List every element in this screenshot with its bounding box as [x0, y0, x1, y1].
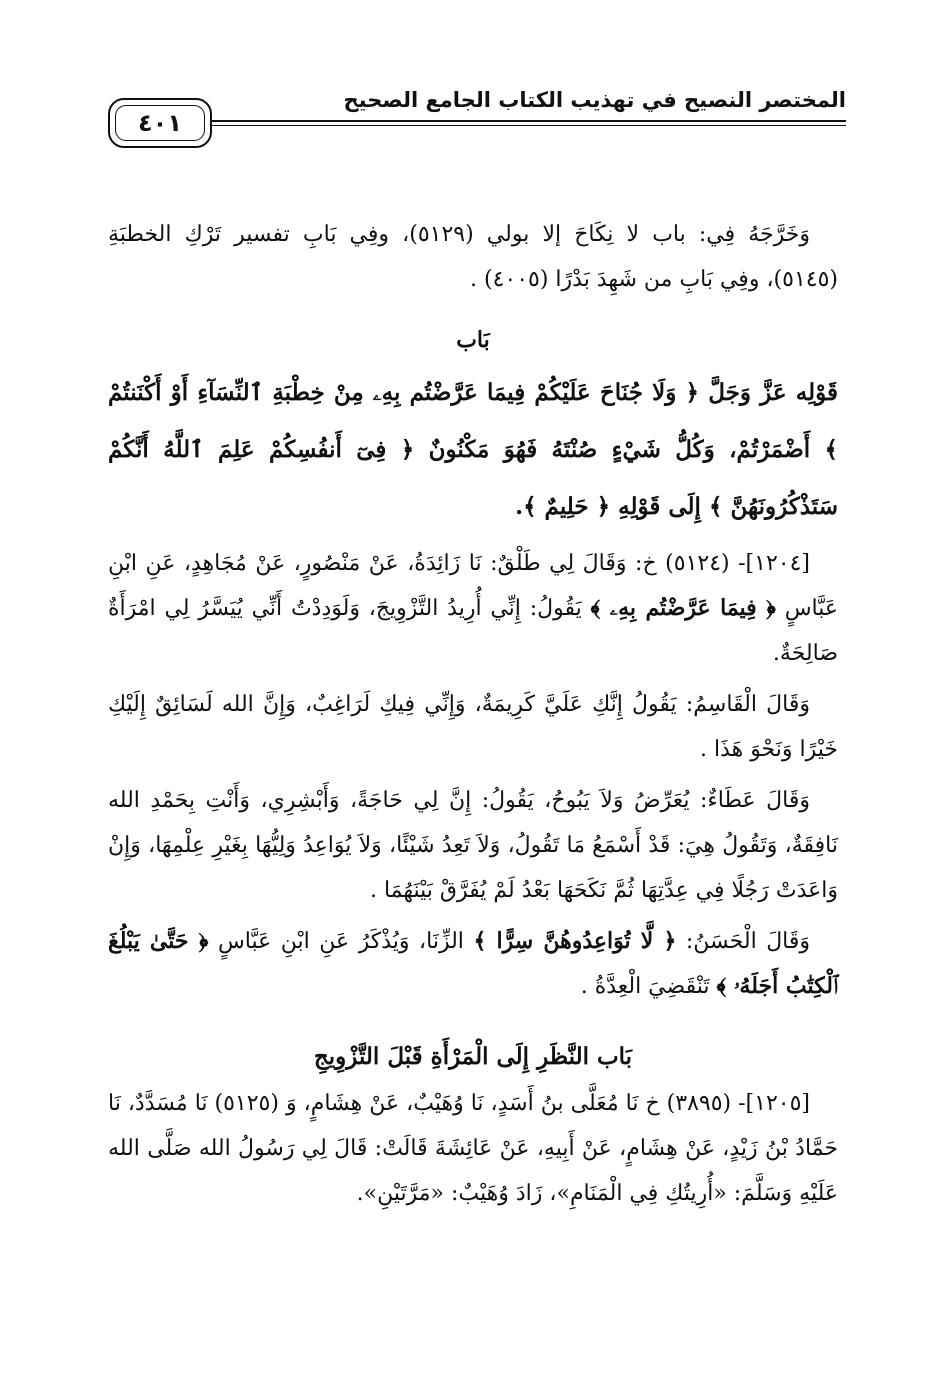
hadith-ref-1205: [١٢٠٥]- (٣٨٩٥) خ	[645, 1091, 810, 1116]
hadith-1205-text: نَا مُعَلَّى بنُ أَسَدٍ، نَا وُهَيْبٌ، عَنْ هِشَامٍ، وَ (٥١٢٥) نَا مُسَدَّدٌ، نَا حَمَّادُ بْنُ زَيْدٍ، عَنْ هِشَامٍ، عَنْ أَبِيهِ، عَنْ عَائِشَةَ قَالَتْ: قَالَ لِي رَسُولُ الله صَلَّى الله عَلَيْهِ وَسَلَّمَ: «أُرِيتُكِ فِي الْمَنَامِ»، زَادَ وُهَيْبٌ: «مَرَّتَيْنِ».	[108, 1091, 838, 1206]
paragraph-1: وَخَرَّجَهُ فِي: باب لا نِكَاحَ إلا بولي (٥١٢٩)، وفِي بَابِ تفسير تَرْكِ الخطبَةِ (٥١٤٥)، وفِي بَابِ من شَهِدَ بَدْرًا (٤٠٠٥) .	[108, 222, 838, 292]
quran-verse-3: ﴿ حَلِيمٌ ﴾	[523, 493, 611, 520]
paragraph-hasan-verse-1: ﴿ لَّا تُوَاعِدُوهُنَّ سِرًّا ﴾	[473, 928, 677, 954]
hadith-1204-text-b: يَقُولُ: إِنِّي أُرِيدُ التَّزْوِيجَ، وَلَوَدِدْتُ أَنِّي يُيَسَّرُ لِي امْرَأَةٌ صَالِحَةٌ.	[108, 596, 838, 666]
hadith-1204-verse: ﴿ فِيمَا عَرَّضْتُم بِهِۦ ﴾	[590, 595, 776, 621]
page-number: ٤٠١	[138, 109, 182, 137]
paragraph-hasan-b: الزِّنَا، وَيُذْكَرُ عَنِ ابْنِ عَبَّاسٍ	[217, 929, 464, 954]
paragraph-hasan-a: وَقَالَ الْحَسَنُ:	[685, 929, 811, 954]
hadith-ref-1204: [١٢٠٤]- (٥١٢٤) خ:	[635, 551, 810, 576]
hadith-1204-text-a: وَقَالَ لِي طَلْقٌ: نَا زَائِدَةُ، عَنْ مَنْصُورٍ، عَنْ مُجَاهِدٍ، عَنِ ابْنِ عَبَّاسٍ	[108, 551, 839, 621]
page-number-box	[108, 98, 212, 148]
paragraph-qasim: وَقَالَ الْقَاسِمُ: يَقُولُ إِنَّكِ عَلَيَّ كَرِيمَةٌ، وَإِنِّي فِيكِ لَرَاغِبٌ، وَإِنَّ الله لَسَائِقٌ إِلَيْكِ خَيْرًا وَنَحْوَ هَذَا .	[108, 692, 838, 762]
chapter-heading-2: بَاب النَّظَرِ إِلَى الْمَرْأَةِ قَبْلَ التَّزْوِيجِ	[313, 1043, 633, 1070]
running-title: المختصر النصيح في تهذيب الكتاب الجامع الصحيح	[343, 88, 846, 112]
chapter-heading-1: بَاب	[456, 327, 490, 353]
hadith-1204	[108, 541, 838, 676]
verse-gloss: أَضْمَرْتُمْ، وَكُلُّ شَيْءٍ صُنْتَهُ فَهُوَ مَكْنُونٌ	[428, 436, 811, 463]
paragraph-hasan-verse-2: ﴿ حَتَّىٰ يَبْلُغَ ٱلْكِتَٰبُ أَجَلَهُۥ ﴾	[108, 928, 838, 999]
paragraph-hasan-c: تَنْقَضِيَ الْعِدَّةُ .	[580, 974, 710, 999]
page-body	[108, 212, 838, 1222]
paragraph-hasan	[108, 919, 838, 1009]
hadith-1205	[108, 1081, 838, 1216]
header-rule-thin	[212, 125, 846, 126]
header-rule	[212, 120, 846, 122]
page-header	[108, 80, 846, 160]
verse-paragraph	[108, 364, 838, 535]
paragraph-ata: وَقَالَ عَطَاءٌ: يُعَرِّضُ وَلاَ يَبُوحُ، يَقُولُ: إِنَّ لِي حَاجَةً، وَأَبْشِرِي، وَأَنْتِ بِحَمْدِ الله نَافِقَةٌ، وَتَقُولُ هِيَ: قَدْ أَسْمَعُ مَا تَقُولُ، وَلاَ تَعِدُ شَيْئًا، وَلاَ يُوَاعِدُ وَلِيُّهَا بِغَيْرِ عِلْمِهَا، وَإِنْ وَاعَدَتْ رَجُلًا فِي عِدَّتِهَا ثُمَّ نَكَحَهَا بَعْدُ لَمْ يُفَرَّقْ بَيْنَهُمَا .	[108, 788, 838, 903]
quran-verse-1: ﴿ وَلَا جُنَاحَ عَلَيْكُمْ فِيمَا عَرَّضْتُم بِهِۦ مِنْ خِطْبَةِ ٱلنِّسَآءِ أَوْ أَكْنَنتُمْ ﴾	[108, 379, 838, 463]
verse-to: إِلَى قَوْلِهِ	[618, 493, 701, 520]
verse-intro: قَوْلِه عَزَّ وَجَلَّ	[708, 379, 838, 406]
verse-end: .	[515, 493, 524, 520]
quran-verse-2: ﴿ فِىٓ أَنفُسِكُمْ عَلِمَ ٱللَّهُ أَنَّكُمْ سَتَذْكُرُونَهُنَّ ﴾	[108, 436, 838, 520]
